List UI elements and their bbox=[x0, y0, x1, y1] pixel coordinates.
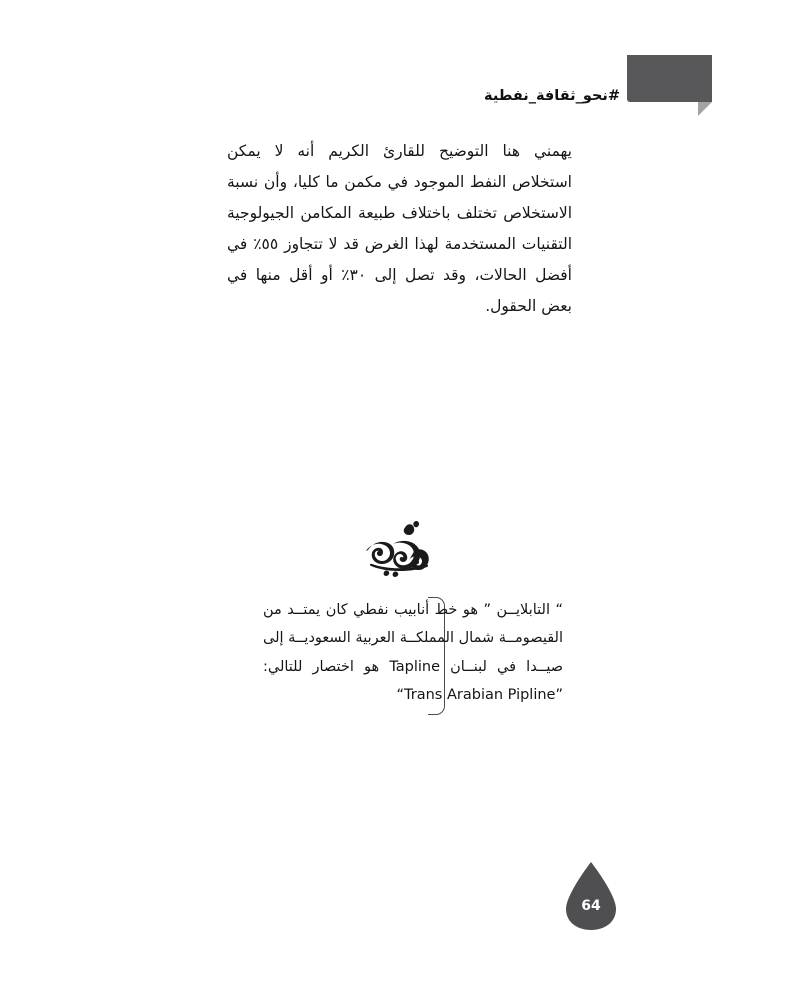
page-number: 64 bbox=[581, 898, 601, 914]
page-number-droplet bbox=[562, 860, 620, 932]
note-text bbox=[263, 596, 563, 709]
note-text-middle: هو اختصار للتالي: bbox=[263, 658, 390, 675]
note-latin-tapline: Tapline bbox=[389, 658, 441, 675]
page-header-hashtag: #نحو_ثقافة_نفطية bbox=[484, 88, 620, 104]
wamda-calligraphy-logo bbox=[360, 520, 440, 582]
note-latin-trans-arabian-pipline: “Trans Arabian Pipline” bbox=[396, 686, 563, 703]
body-paragraph: يهمني هنا التوضيح للقارئ الكريم أنه لا يمكن استخلاص النفط الموجود في مكمن ما كليا، وأن نسبة الاستخلاص تختلف باختلاف طبيعة المكامن الجيولوجية التقنيات المستخدمة لهذا الغرض قد لا تتجاوز ٥٥٪ في أفضل الحالات، وقد تصل إلى ٣٠٪ أو أقل منها في بعض الحقول. bbox=[227, 142, 572, 315]
corner-tab-decoration bbox=[627, 55, 712, 102]
note-text-before: “ التابلايــن ” هو خط أنابيب نفطي كان يمتــد من القيصومــة شمال المملكــة العربية السعوديــة إلى صيــدا في لبنــان bbox=[263, 602, 564, 675]
